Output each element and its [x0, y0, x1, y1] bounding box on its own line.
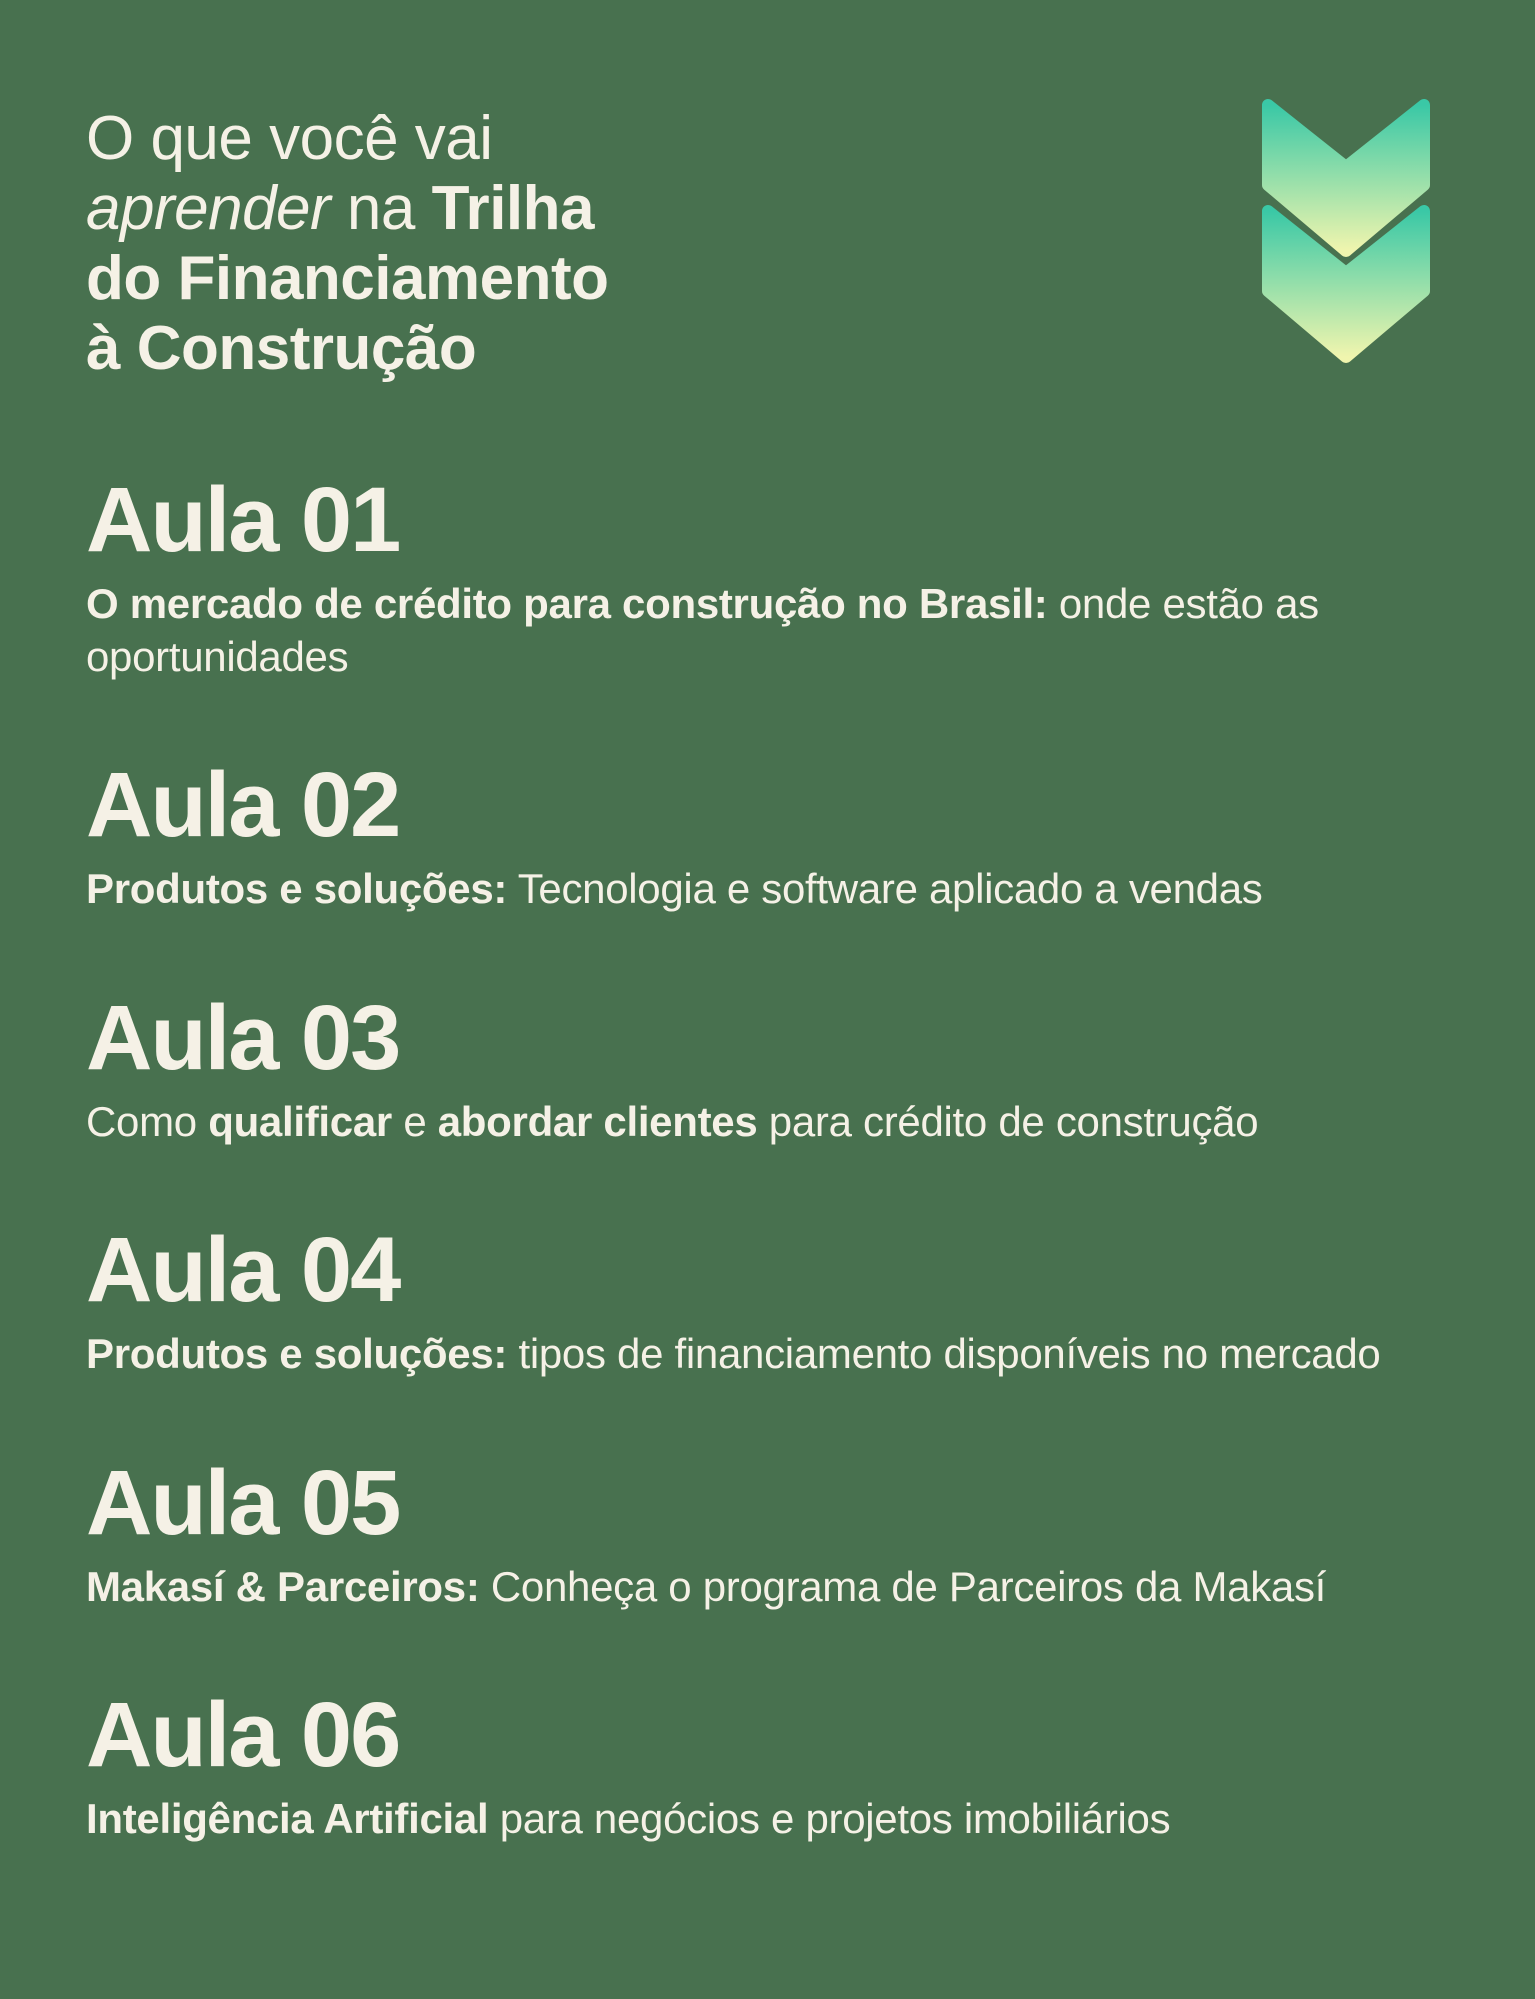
text-segment: e — [391, 1097, 438, 1145]
lesson-item — [86, 469, 1465, 683]
lesson-item — [86, 754, 1465, 916]
lesson-description — [86, 863, 1441, 916]
lesson-description — [86, 1793, 1441, 1846]
title-segment: na — [330, 174, 432, 244]
lesson-item — [86, 1684, 1465, 1846]
page-title — [86, 104, 886, 384]
text-segment: O mercado de crédito para construção no Brasil: — [86, 580, 1048, 628]
lesson-heading: Aula 06 — [86, 1684, 400, 1787]
title-line — [86, 174, 886, 244]
lesson-item — [86, 1219, 1465, 1381]
text-segment: Conheça o programa de Parceiros da Makasí — [479, 1562, 1327, 1610]
title-segment: do Financiamento — [86, 244, 609, 314]
title-segment: à Construção — [86, 314, 477, 384]
lesson-description — [86, 1561, 1441, 1614]
lesson-item — [86, 986, 1465, 1149]
lesson-heading: Aula 01 — [86, 469, 400, 572]
text-segment: onde estão as oportunidades — [86, 580, 1319, 680]
title-line — [86, 314, 886, 384]
text-segment: abordar clientes — [437, 1097, 758, 1145]
title-segment: Trilha — [431, 174, 594, 244]
text-segment: qualificar — [208, 1097, 392, 1145]
text-segment: Produtos e soluções: — [86, 1330, 508, 1378]
lesson-list — [86, 469, 1465, 1846]
text-segment: Como — [86, 1097, 209, 1145]
text-segment: Tecnologia e software aplicado a vendas — [507, 865, 1263, 913]
title-line — [86, 244, 886, 314]
text-segment: Inteligência Artificial — [86, 1795, 489, 1843]
text-segment: tipos de financiamento disponíveis no mercado — [507, 1330, 1381, 1378]
text-segment: para crédito de construção — [757, 1097, 1259, 1145]
lesson-heading: Aula 05 — [86, 1451, 400, 1554]
double-chevron-down-icon — [1262, 99, 1430, 363]
title-line — [86, 104, 886, 174]
lesson-description — [86, 1096, 1441, 1149]
title-segment: O que você vai — [86, 104, 493, 173]
lesson-heading: Aula 02 — [86, 754, 400, 857]
lesson-heading: Aula 03 — [86, 986, 400, 1089]
text-segment: Makasí & Parceiros: — [86, 1562, 480, 1610]
lesson-item — [86, 1451, 1465, 1614]
title-segment: aprender — [86, 174, 331, 244]
text-segment: Produtos e soluções: — [86, 865, 508, 913]
lesson-heading: Aula 04 — [86, 1219, 400, 1322]
text-segment: para negócios e projetos imobiliários — [488, 1795, 1171, 1843]
lesson-description — [86, 1328, 1441, 1381]
lesson-description — [86, 578, 1441, 683]
